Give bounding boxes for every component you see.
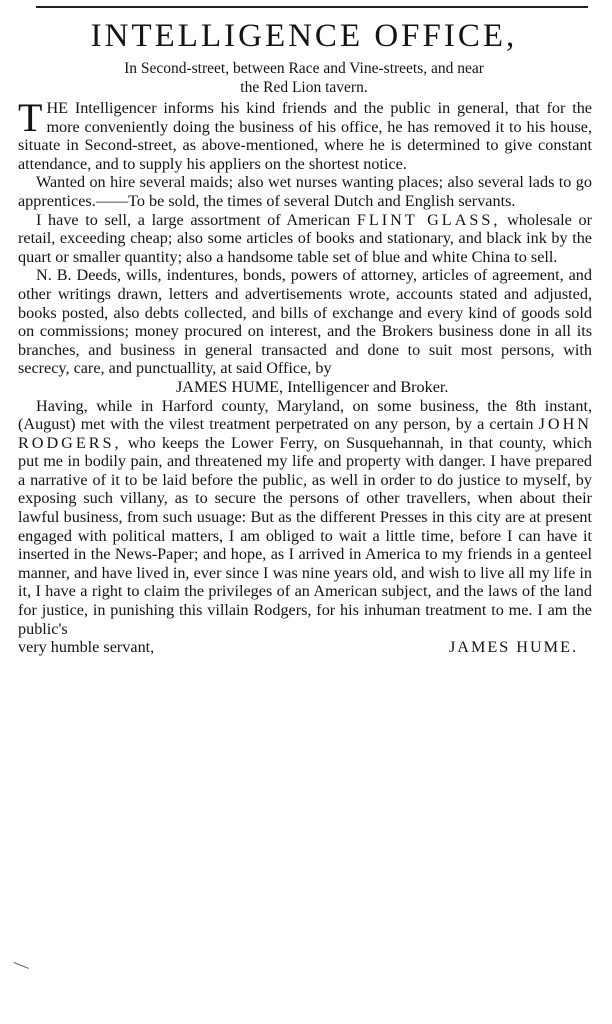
headline: INTELLIGENCE OFFICE,	[90, 18, 518, 54]
drop-cap: T	[18, 95, 43, 140]
paragraph-5-after: who keeps the Lower Ferry, on Susquehannah, in that county, which put me in bodily pain, and threatened my life and property with danger. I have prepared a narrative of it to be laid before the public, as well in order to do justice to myself, by exposing such villany, as to secure the persons of other travellers, when about their lawful business, from such usuage: But as the different Presses in this city are at present engaged with political matters, I am obliged to wait a little time, before I can have it inserted in the News-Paper; and hope, as I arrived in America to my friends in a genteel manner, and have lived in, ever since I was nine years old, and wish to live all my life in it, I have a right to claim the privileges of an American subject, and the laws of the land for justice, in punishing this villain Rodgers, for his inhuman treatment to me. I am the public's	[18, 433, 592, 638]
paragraph-1-text: HE Intelligencer informs his kind friends and the public in general, that for the more conveniently doing the business of his office, he has removed it to his house, situate in Second-street, as above-mentioned, where he is determined to give constant attendance, and to supply his appliers on the shortest notice.	[18, 99, 592, 173]
paragraph-5-before: Having, while in Harford county, Maryland, on some business, the 8th instant, (August) met with the vilest treatment perpetrated on any person, by a certain	[18, 396, 592, 434]
newspaper-advertisement	[14, 0, 594, 1024]
paragraph-3-before: I have to sell, a large assortment of American	[36, 210, 351, 229]
closing-line	[18, 638, 592, 657]
subhead-line-2: the Red Lion tavern.	[240, 79, 368, 96]
margin-pen-mark	[10, 962, 29, 978]
signature-broker: JAMES HUME, Intelligencer and Broker.	[176, 377, 449, 396]
paragraph-nota-bene: N. B. Deeds, wills, indentures, bonds, powers of attorney, articles of agreement, and other writings drawn, letters and advertisements wrote, accounts stated and adjusted, books posted, also debts collected, and bills of exchange and every kind of goods sold on commissions; money procured on interest, and the Brokers business done in all its branches, and business in general transacted and done to suit most persons, with secrecy, care, and punctuallity, at said Office, by	[18, 266, 592, 378]
article-body	[18, 95, 592, 657]
paragraph-wanted-on-hire: Wanted on hire several maids; also wet nurses wanting places; also several lads to go apprentices.——To be sold, the times of several Dutch and English servants.	[18, 173, 592, 210]
closing-salutation: very humble servant,	[18, 638, 155, 657]
john-rodgers-caps: JOHN RODGERS,	[18, 415, 592, 452]
subhead	[14, 59, 594, 97]
closing-signature: JAMES HUME.	[448, 638, 578, 657]
paragraph-3-after: wholesale or retail, exceeding cheap; also some articles of books and stationary, and black ink by the quart or smaller quantity; also a handsome table set of blue and white China to sell.	[18, 210, 592, 266]
flint-glass-caps: FLINT GLASS,	[356, 210, 501, 229]
paragraph-intelligencer-notice	[18, 95, 592, 173]
paragraph-complaint	[18, 397, 592, 639]
subhead-line-1: In Second-street, between Race and Vine-streets, and near	[124, 60, 484, 77]
top-rule	[36, 6, 588, 8]
paragraph-flint-glass	[18, 211, 592, 267]
